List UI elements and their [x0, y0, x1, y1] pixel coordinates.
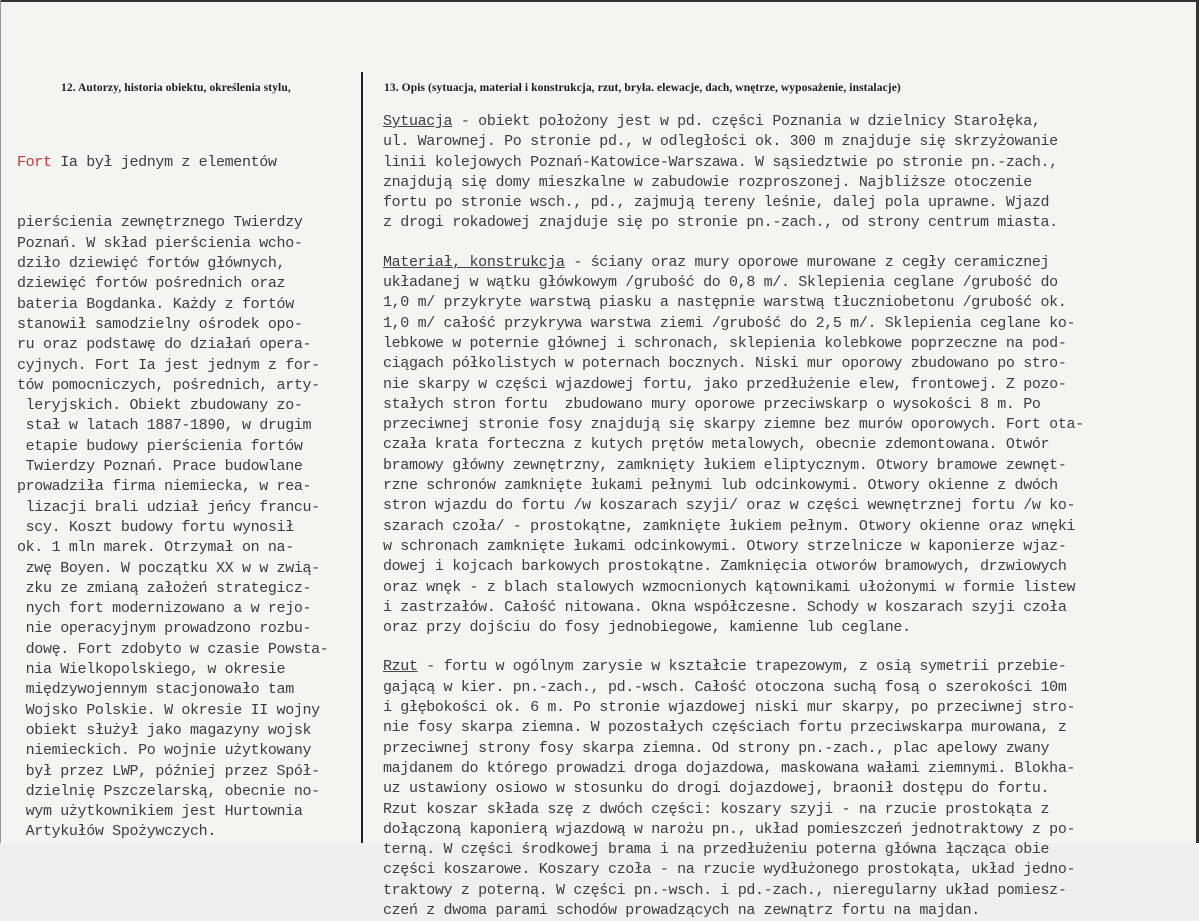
history-column: [17, 112, 328, 883]
section-line: nie skarpy w części wjazdowej fortu, jako przedłużenie elew, frontowej. Z pozo-: [383, 375, 1067, 393]
section-line: i zastrzałów. Całość nitowana. Okna współczesne. Schody w koszarach szyji czoła: [383, 598, 1067, 616]
history-line: Ia był jednym z elementów: [51, 153, 277, 171]
section-line: przeciwnej stronie fosy znajdują się skarpy ziemne bez murów oporowych. Fort ota-: [383, 416, 1084, 434]
section-rzut: [383, 657, 1084, 921]
history-line: prowadziła firma niemiecka, w rea-: [17, 478, 312, 496]
section-line: układanej w wątku główkowym /grubość do 0,8 m/. Sklepienia ceglane /grubość do: [383, 274, 1058, 292]
history-line: dowę. Fort zdobyto w czasie Powsta-: [17, 640, 329, 658]
history-line: lizacji brali udział jeńcy francu-: [17, 498, 320, 516]
history-line: Wojsko Polskie. W okresie II wojny: [17, 701, 320, 719]
history-line: Poznań. W skład pierścienia wcho-: [17, 234, 303, 252]
section-line: ul. Warownej. Po stronie pd., w odległości ok. 300 m znajduje się skrzyżowanie: [383, 133, 1058, 151]
section-line: uz ustawiony osiowo w stosunku do drogi dojazdowej, braonił dostępu do fortu.: [383, 780, 1050, 798]
section-line: znajdują się domy mieszkalne w zabudowie rozproszonej. Najbliższe otoczenie: [383, 173, 1032, 191]
history-line: stał w latach 1887-1890, w drugim: [17, 417, 312, 435]
section-line: Rzut koszar składa szę z dwóch części: koszary szyji - na rzucie prostokąta z: [383, 800, 1050, 818]
history-line: nia Wielkopolskiego, w okresie: [17, 661, 286, 679]
history-line: cyjnych. Fort Ia jest jednym z for-: [17, 356, 320, 374]
section-line: oraz przy dojściu do fosy jednobiegowe, kamienne lub ceglane.: [383, 619, 911, 637]
history-line: bateria Bogdanka. Każdy z fortów: [17, 295, 294, 313]
history-line: nych fort modernizowano a w rejo-: [17, 600, 312, 618]
history-line: scy. Koszt budowy fortu wynosił: [17, 518, 294, 536]
section-line: części koszarowe. Koszary czoła - na rzucie wydłużonego prostokąta, układ jedno-: [383, 861, 1076, 879]
section-title: Sytuacja: [383, 113, 453, 130]
section-line: majdanem do którego prowadzi droga dojazdowa, maskowana wałami ziemnymi. Blokha-: [383, 759, 1076, 777]
section-line: fortu po stronie wsch., pd., zajmują tereny leśnie, dalej pola uprawne. Wjazd: [383, 194, 1050, 212]
history-line: ru oraz podstawę do działań opera-: [17, 336, 312, 354]
history-line: etapie budowy pierścienia fortów: [17, 437, 303, 455]
section-first-line: [383, 657, 1084, 677]
history-line: tów pomocniczych, pośrednich, arty-: [17, 376, 320, 394]
section-line: stron wjazdu do fortu /w koszarach szyji/ oraz w części wewnętrznej fortu /w ko-: [383, 497, 1076, 515]
section-first-line: [383, 253, 1084, 273]
history-line: wym użytkownikiem jest Hurtownia: [17, 803, 303, 821]
section-line: 1,0 m/ całość przykrywa warstwa ziemi /grubość do 2,5 m/. Sklepienia ceglane ko-: [383, 314, 1076, 332]
section-line: w schronach zamknięte łukami odcinkowymi. Otwory strzelnicze w kaponierze wjaz-: [383, 537, 1067, 555]
section-line: stałych stron fortu zbudowano mury oporowe przeciwskarp o wysokości 8 m. Po: [383, 395, 1041, 413]
column-divider: [361, 72, 363, 843]
section-line: - ściany oraz mury oporowe murowane z cegły ceramicznej: [564, 253, 1050, 271]
fort-red-word: Fort: [17, 153, 52, 171]
section-sytuacja: [383, 112, 1084, 234]
history-line: dzielnię Pszczelarską, obecnie no-: [17, 782, 320, 800]
paragraph-gap: [383, 234, 1084, 253]
section-line: rzne schronów zamknięte łukami pełnymi lub odcinkowymi. Otwory okienne z dwóch: [383, 477, 1058, 495]
section-line: dowej i kojcach barkowych prostokątne. Zamknięcia otworów bramowych, drzwiowych: [383, 558, 1067, 576]
section-line: oraz wnęk - z blach stalowych wzmocnionych kątownikami ułożonymi w formie listew: [383, 578, 1076, 596]
history-line: niemieckich. Po wojnie użytkowany: [17, 742, 312, 760]
section-line: szarach czoła/ - prostokątne, zamknięte łukiem pełnym. Otwory okienne oraz wnęki: [383, 517, 1076, 535]
section-line: dołączoną kaponierą wjazdową w narożu pn., układ pomieszczeń jednotraktowy z po-: [383, 820, 1076, 838]
header-description: 13. Opis (sytuacja, materiał i konstrukcja, rzut, bryła. elewacje, dach, wnętrze, wyposażenie, instalacje): [384, 82, 901, 94]
history-line: Twierdzy Poznań. Prace budowlane: [17, 458, 303, 476]
history-line: Artykułów Spożywczych.: [17, 823, 216, 841]
history-line: pierścienia zewnętrznego Twierdzy: [17, 214, 303, 232]
section-first-line: [383, 112, 1084, 132]
section-line: przeciwnej strony fosy skarpa ziemna. Od strony pn.-zach., plac apelowy zwany: [383, 739, 1050, 757]
section-title: Materiał, konstrukcja: [383, 253, 565, 271]
history-line: ok. 1 mln marek. Otrzymał on na-: [17, 539, 294, 557]
history-line: nie operacyjnym prowadzono rozbu-: [17, 620, 312, 638]
history-line: leryjskich. Obiekt zbudowany zo-: [17, 397, 303, 415]
section-line: nie fosy skarpa ziemna. W pozostałych częściach fortu przeciwskarpa murowana, z: [383, 719, 1067, 737]
history-first-line: [17, 153, 328, 173]
paragraph-gap: [383, 638, 1084, 657]
section-line: - fortu w ogólnym zarysie w kształcie trapezowym, z osią symetrii przebie-: [417, 658, 1067, 676]
history-line: był przez LWP, później przez Spół-: [17, 762, 320, 780]
section-line: czała krata forteczna z kutych prętów metalowych, obecnie zdemontowana. Otwór: [383, 436, 1050, 454]
description-column: [383, 112, 1084, 921]
section-line: lebkowe w poternie głównej i schronach, sklepienia kolebkowe poprzeczne na pod-: [383, 334, 1067, 352]
section-line: linii kolejowych Poznań-Katowice-Warszawa. W sąsiedztwie po stronie pn.-zach.,: [383, 153, 1058, 171]
section-line: gającą w kier. pn.-zach., pd.-wsch. Całość otoczona suchą fosą o szerokości 10m: [383, 678, 1067, 696]
history-line: zwę Boyen. W początku XX w w zwią-: [17, 559, 320, 577]
header-authors-history: 12. Autorzy, historia obiektu, określenia stylu,: [61, 82, 291, 94]
section-line: i głębokości ok. 6 m. Po stronie wjazdowej niski mur skarpy, po przeciwnej stro-: [383, 699, 1076, 717]
section-line: traktowy z poterną. W części pn.-wsch. i pd.-zach., nieregularny układ pomiesz-: [383, 881, 1067, 899]
history-line: międzywojennym stacjonowało tam: [17, 681, 294, 699]
history-line: obiekt służył jako magazyny wojsk: [17, 721, 312, 739]
page-border-left: [0, 0, 1, 843]
section-line: ciągach półkolistych w poternach bocznych. Niski mur oporowy zbudowano po stro-: [383, 355, 1067, 373]
history-line: dziewięć fortów pośrednich oraz: [17, 275, 286, 293]
section-line: bramowy główny zewnętrzny, zamknięty łukiem eliptycznym. Otwory bramowe zewnęt-: [383, 456, 1067, 474]
history-line: zku ze zmianą założeń strategicz-: [17, 579, 312, 597]
section-line: - obiekt położony jest w pd. części Poznania w dzielnicy Starołęka,: [452, 113, 1041, 130]
section-line: 1,0 m/ przykryte warstwą piasku a następnie warstwą tłuczniobetonu /grubość ok.: [383, 294, 1067, 312]
section-line: z drogi rokadowej znajduje się po stronie pn.-zach., od strony centrum miasta.: [383, 214, 1058, 232]
section-material-konstrukcja: [383, 253, 1084, 639]
page-border-top: [0, 0, 1199, 2]
history-line: dziło dziewięć fortów głównych,: [17, 255, 286, 273]
history-line: stanowił samodzielny ośrodek opo-: [17, 315, 303, 333]
section-line: czeń z dwoma parami schodów prowadzących na zewnątrz fortu na majdan.: [383, 901, 980, 919]
section-line: terną. W części środkowej brama i na przedłużeniu poterna główna łącząca obie: [383, 841, 1050, 859]
section-title: Rzut: [383, 658, 418, 676]
